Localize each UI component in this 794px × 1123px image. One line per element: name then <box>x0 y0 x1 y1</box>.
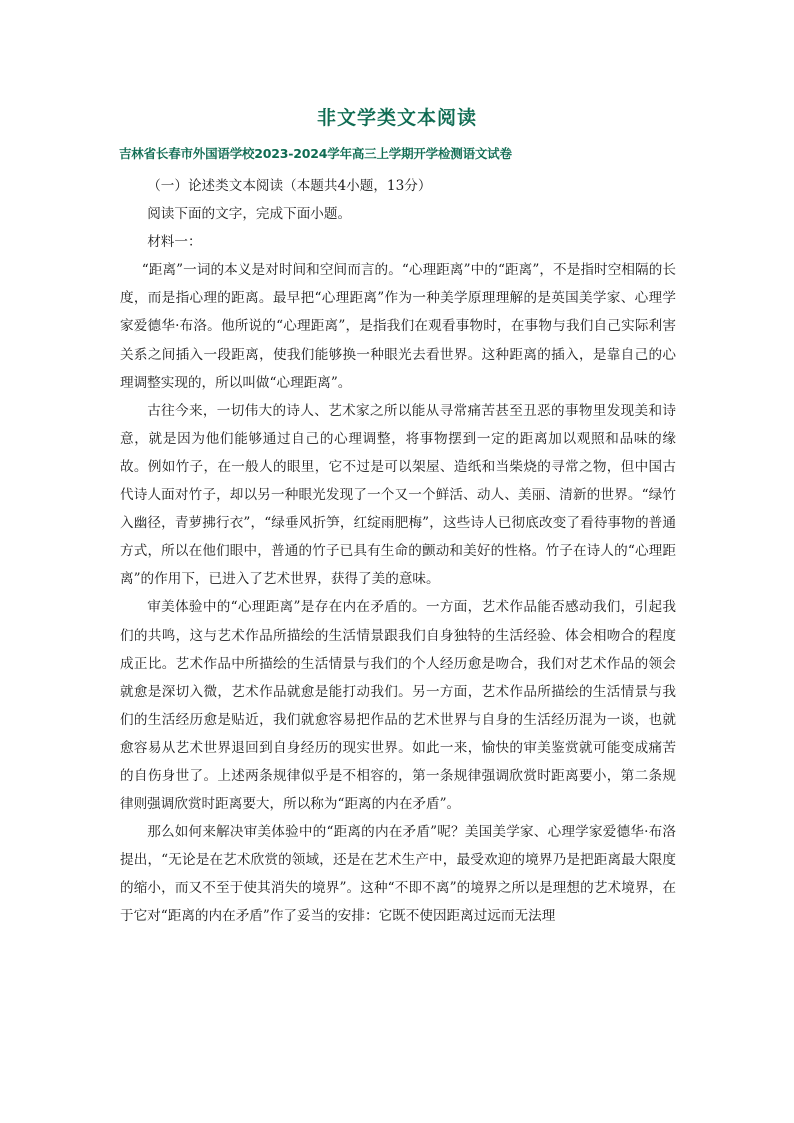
section-heading: （一）论述类文本阅读（本题共4小题，13分） <box>147 178 432 194</box>
paragraph: “距离”一词的本义是对时间和空间而言的。“心理距离”中的“距离”，不是指时空相隔的长度，而是指心理的距离。最早把“心理距离”作为一种美学原理理解的是英国美学家、心理学家爱德华·布洛。他所说的“心理距离”，是指我们在观看事物时，在事物与我们自己实际利害关系之间插入一段距离，使我们能够换一种眼光去看世界。这种距离的插入，是靠自己的心理调整实现的，所以叫做“心理距离”。 <box>120 262 676 391</box>
paragraph: 那么如何来解决审美体验中的“距离的内在矛盾”呢？美国美学家、心理学家爱德华·布洛提出，“无论是在艺术欣赏的领域，还是在艺术生产中，最受欢迎的境界乃是把距离最大限度的缩小，而又不至于使其消失的境界”。这种“不即不离”的境界之所以是理想的艺术境界，在于它对“距离的内在矛盾”作了妥当的安排：它既不使因距离过远而无法理 <box>120 824 676 925</box>
paragraph: 古往今来，一切伟大的诗人、艺术家之所以能从寻常痛苦甚至丑恶的事物里发现美和诗意，就是因为他们能够通过自己的心理调整，将事物摆到一定的距离加以观照和品味的缘故。例如竹子，在一般人的眼里，它不过是可以架屋、造纸和当柴烧的寻常之物，但中国古代诗人面对竹子，却以另一种眼光发现了一个又一个鲜活、动人、美丽、清新的世界。“绿竹入幽径，青萝拂行衣”，“绿垂风折笋，红绽雨肥梅”，这些诗人已彻底改变了看待事物的普通方式，所以在他们眼中，普通的竹子已具有生命的颤动和美好的性格。竹子在诗人的“心理距离”的作用下，已进入了艺术世界，获得了美的意味。 <box>120 402 676 588</box>
passage-body <box>120 172 676 931</box>
page-title: 非文学类文本阅读 <box>316 107 477 129</box>
material-label: 材料一： <box>147 234 202 251</box>
paragraph: 审美体验中的“心理距离”是存在内在矛盾的。一方面，艺术作品能否感动我们，引起我们的共鸣，这与艺术作品所描绘的生活情景跟我们自身独特的生活经验、体会相吻合的程度成正比。艺术作品中所描绘的生活情景与我们的个人经历愈是吻合，我们对艺术作品的领会就愈是深切入微，艺术作品就愈是能打动我们。另一方面，艺术作品所描绘的生活情景与我们的生活经历愈是贴近，我们就愈容易把作品的艺术世界与自身的生活经历混为一谈，也就愈容易从艺术世界退回到自身经历的现实世界。如此一来，愉快的审美鉴赏就可能变成痛苦的自伤身世了。上述两条规律似乎是不相容的，第一条规律强调欣赏时距离要小，第二条规律则强调欣赏时距离要大，所以称为“距离的内在矛盾”。 <box>120 599 676 813</box>
exam-source: 吉林省长春市外国语学校2023-2024学年高三上学期开学检测语文试卷 <box>119 146 512 161</box>
instruction-text: 阅读下面的文字，完成下面小题。 <box>147 206 352 223</box>
